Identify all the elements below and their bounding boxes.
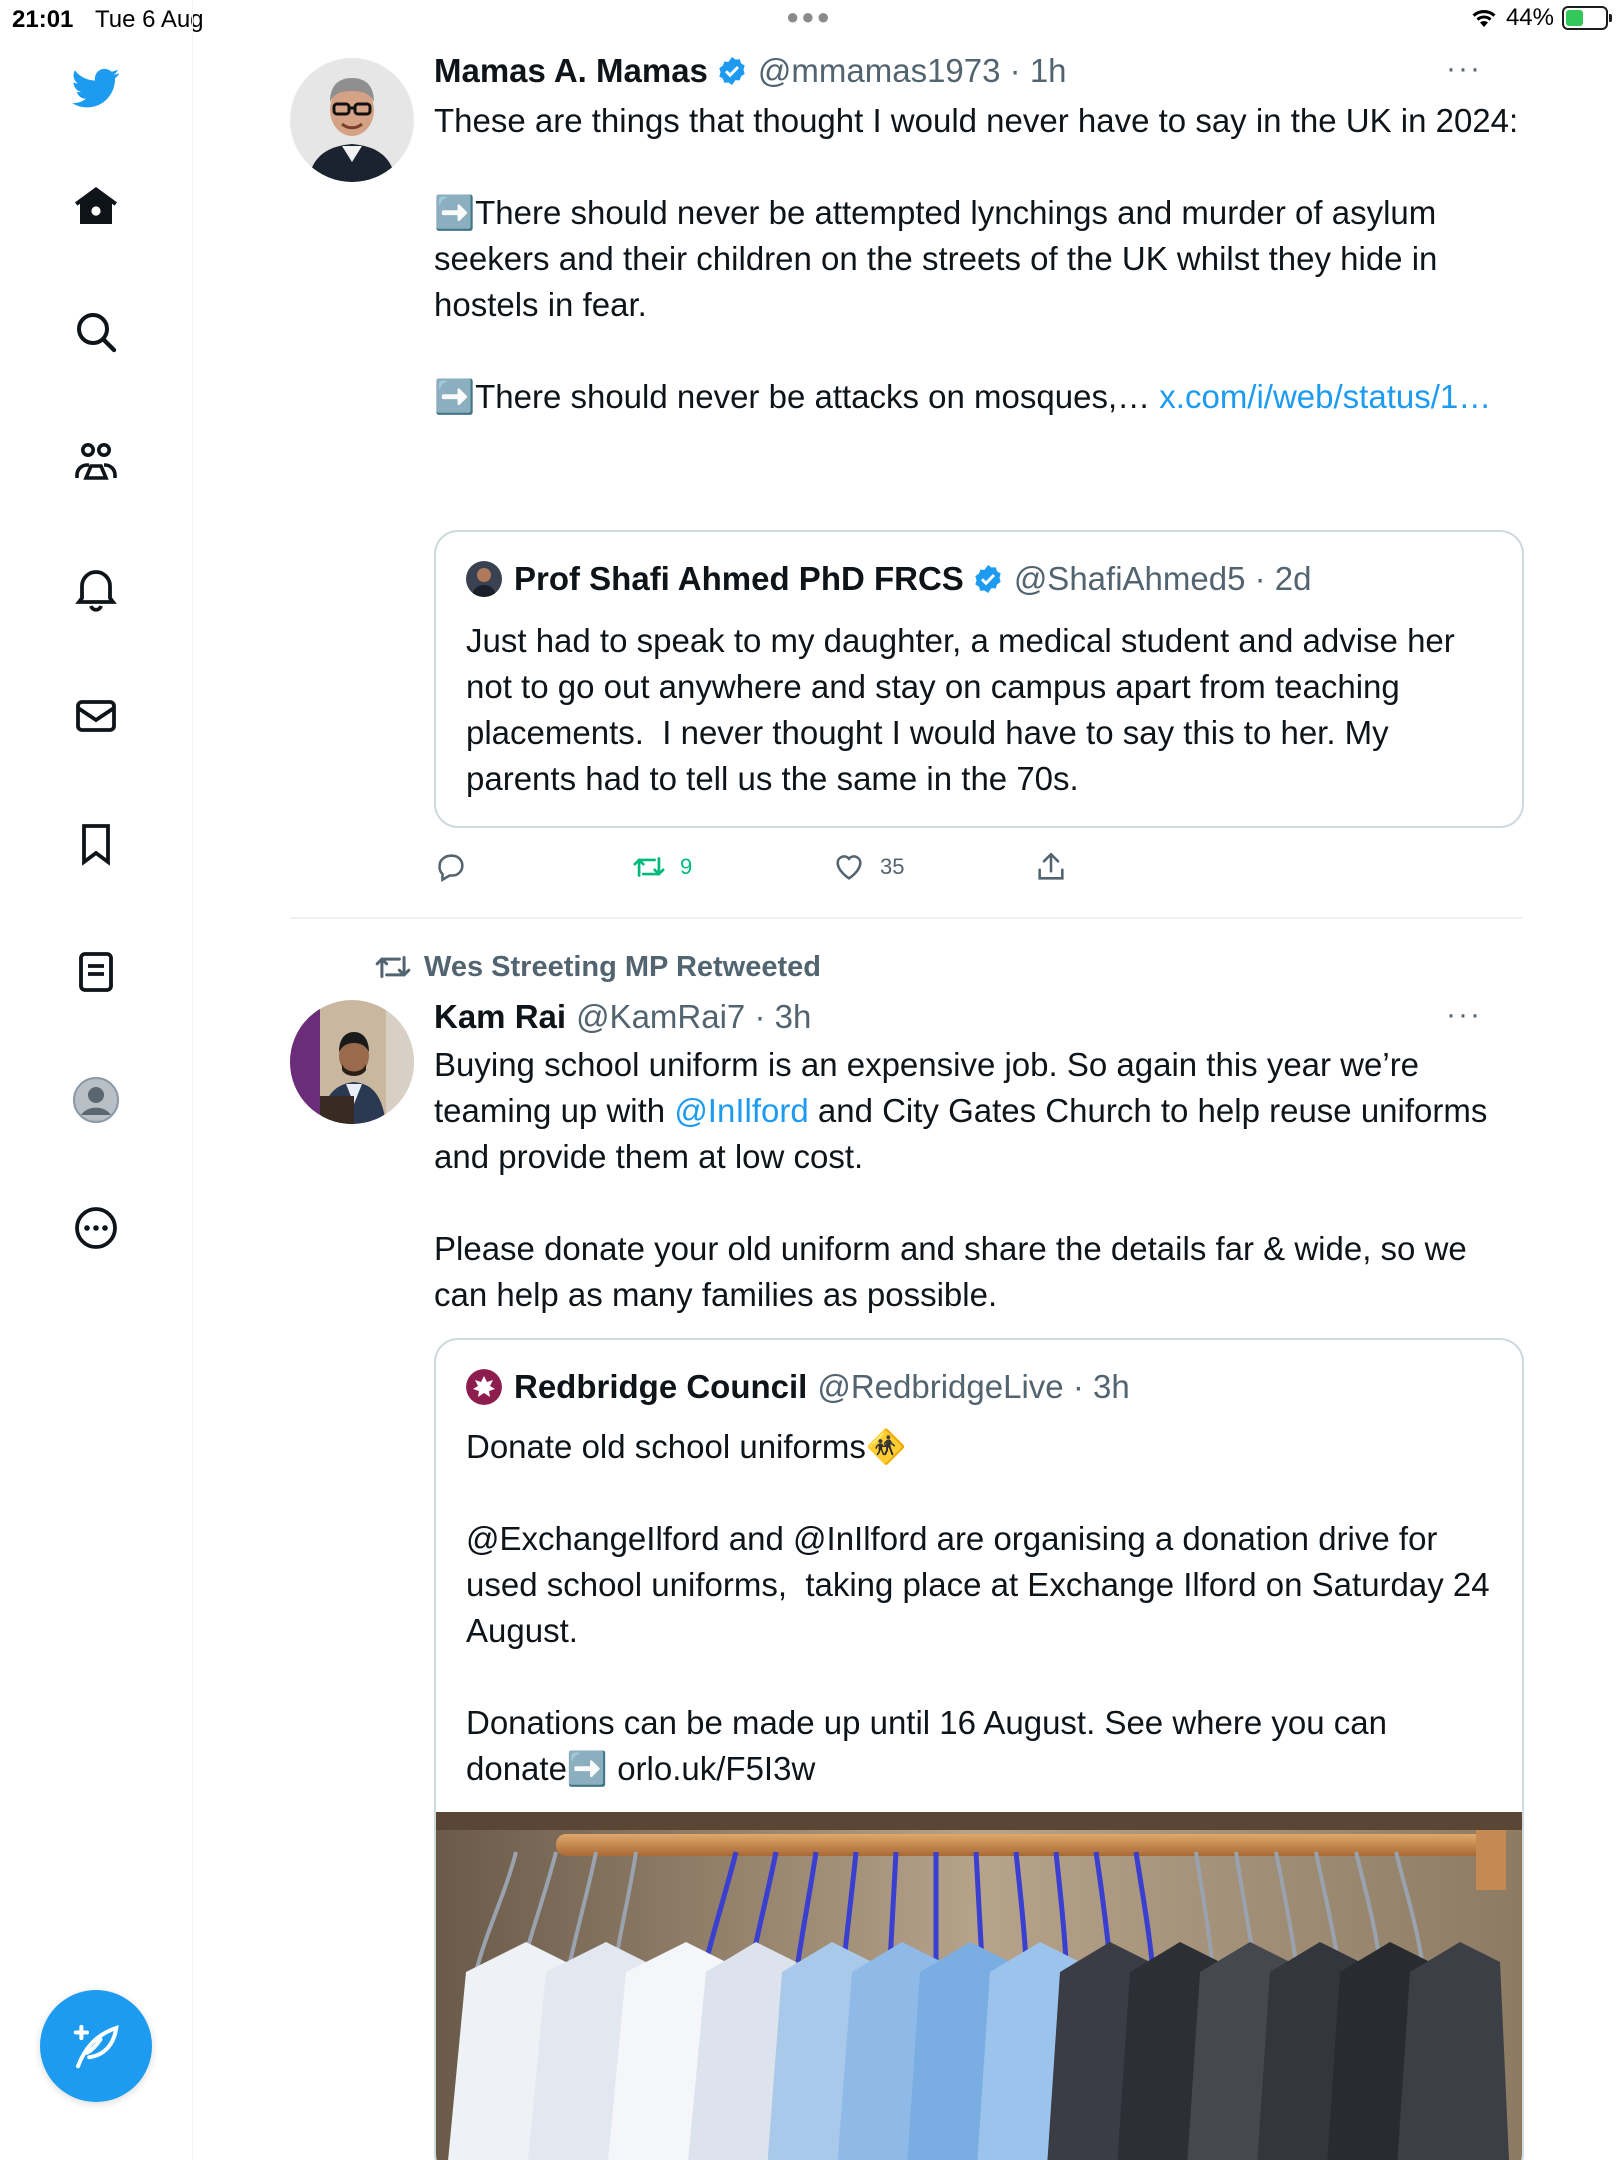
battery-icon [1562, 6, 1608, 30]
tweet-kam-rai[interactable] [290, 998, 1522, 2160]
tweet-text-part2: and City Gates Church to help reuse uniforms and provide them at low cost. Please donate your old uniform and share the details far & wide, so we can help as many families as possible. [434, 1092, 1488, 1313]
media-image[interactable] [436, 1812, 1524, 2160]
quoted-author-name: Redbridge Council [514, 1368, 808, 1405]
avatar[interactable] [290, 58, 414, 182]
multitasking-dots-icon[interactable]: ●●● [786, 4, 832, 29]
notifications-bell-icon[interactable] [70, 562, 122, 614]
quoted-tweet[interactable] [434, 530, 1524, 828]
tweet-text [434, 1042, 1524, 1318]
quoted-tweet-header [466, 560, 1311, 598]
author-name[interactable]: Mamas A. Mamas [434, 52, 708, 89]
avatar[interactable] [290, 1000, 414, 1124]
mention-link[interactable]: @InIlford [674, 1092, 809, 1129]
tweet-divider [290, 917, 1522, 919]
compose-tweet-button[interactable] [40, 1990, 152, 2102]
communities-icon[interactable] [70, 436, 122, 488]
quoted-author-name: Prof Shafi Ahmed PhD FRCS [514, 560, 964, 597]
quoted-author-handle-time: @RedbridgeLive · 3h [817, 1368, 1130, 1405]
like-count: 35 [880, 854, 905, 879]
tweet-text [434, 98, 1524, 420]
status-date: Tue 6 Aug [95, 6, 204, 33]
tweet-header [434, 998, 811, 1036]
tweet-actions [434, 850, 1134, 890]
quoted-tweet-text: Just had to speak to my daughter, a medical student and advise her not to go out anywhere and stay on campus apart from teaching placements. I never thought I would have to say this to her. My parents had to tell us the same in the 70s. [466, 622, 1464, 797]
reply-button[interactable] [434, 850, 482, 884]
lists-icon[interactable] [70, 946, 122, 998]
tweet-text-content: These are things that thought I would never have to say in the UK in 2024: ➡️There should never be attempted lynchings and murder of asylum seekers and their children on the streets of the UK whilst they hide in hostels in fear. ➡️There should never be attacks on mosques,… [434, 102, 1519, 415]
author-handle-time[interactable]: @KamRai7 · 3h [576, 998, 812, 1035]
heart-icon [832, 850, 866, 884]
verified-badge-icon [716, 55, 748, 87]
home-icon[interactable] [70, 180, 122, 232]
retweet-banner[interactable] [374, 948, 821, 986]
battery-percent: 44% [1505, 4, 1554, 31]
quoted-avatar [466, 561, 502, 597]
tweet-link[interactable]: x.com/i/web/status/1… [1159, 378, 1492, 415]
retweet-button[interactable] [632, 850, 692, 884]
quoted-tweet-header [466, 1368, 1130, 1406]
quoted-author-handle-time: @ShafiAhmed5 · 2d [1013, 560, 1312, 597]
bookmarks-icon[interactable] [70, 818, 122, 870]
more-options-icon[interactable] [70, 1202, 122, 1254]
tweet-header [434, 52, 1067, 90]
share-icon [1034, 850, 1068, 884]
status-time: 21:01 [12, 6, 74, 33]
status-bar [0, 0, 1620, 40]
messages-envelope-icon[interactable] [70, 690, 122, 742]
tweet-text-part1: Buying school uniform is an expensive job. So again this year we’re teaming up with [434, 1046, 1429, 1129]
retweet-icon [632, 850, 666, 884]
author-handle-time[interactable]: @mmamas1973 · 1h [757, 52, 1067, 89]
more-icon[interactable]: ··· [1446, 52, 1482, 85]
verified-badge-icon [972, 563, 1004, 595]
quoted-tweet[interactable] [434, 1338, 1524, 2160]
more-icon[interactable]: ··· [1446, 998, 1482, 1031]
author-name[interactable]: Kam Rai [434, 998, 567, 1035]
sidebar [0, 0, 193, 2160]
wifi-icon [1470, 7, 1498, 29]
battery-fill [1566, 10, 1583, 26]
retweet-count: 9 [680, 854, 693, 879]
quoted-avatar [466, 1369, 502, 1405]
profile-avatar-icon[interactable] [70, 1074, 122, 1126]
like-button[interactable] [832, 850, 904, 884]
uniform-wardrobe-photo [436, 1812, 1524, 2160]
twitter-logo-icon[interactable] [70, 62, 122, 114]
search-icon[interactable] [70, 306, 122, 358]
compose-feather-icon [69, 2019, 123, 2073]
retweeted-by-text: Wes Streeting MP Retweeted [424, 950, 821, 983]
reply-icon [434, 850, 468, 884]
quoted-tweet-text: Donate old school uniforms🚸 @ExchangeIlford and @InIlford are organising a donation drive for used school uniforms, taking place at Exchange Ilford on Saturday 24 August. Donations can be made up until 16 August. See where you can donate➡️ orlo.uk/F5I3w [466, 1428, 1490, 1787]
status-indicators [1470, 4, 1608, 32]
tweet-mamas[interactable] [290, 52, 1522, 912]
share-button[interactable] [1034, 850, 1068, 884]
retweet-icon [374, 948, 412, 986]
